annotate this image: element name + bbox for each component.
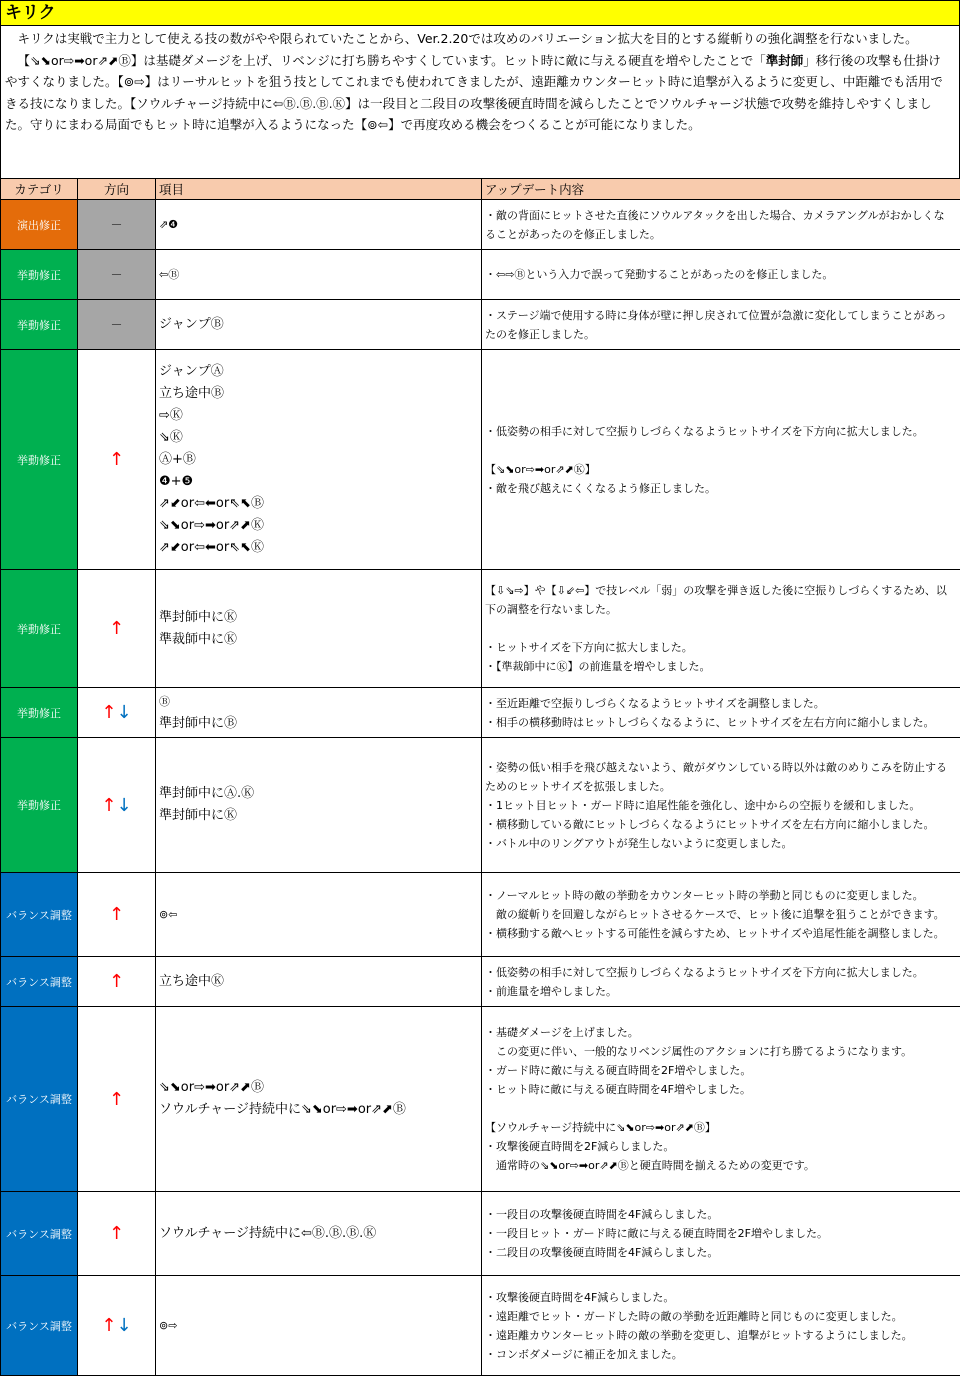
detail-line: ・姿勢の低い相手を飛び越えないよう、敵がダウンしている時以外は敵のめりこみを防止するためのヒットサイズを拡張しました。	[485, 760, 947, 793]
down-arrow-icon: ↓	[116, 1315, 132, 1336]
item-line: 立ち途中Ⓑ	[159, 385, 225, 401]
item-line: ⇘⬊or⇨➡or⇗⬈Ⓚ	[159, 517, 264, 533]
direction-cell	[78, 350, 156, 570]
item-cell	[156, 570, 482, 688]
details-cell	[482, 873, 960, 957]
category-cell: 挙動修正	[1, 738, 78, 873]
category-cell: 演出修正	[1, 200, 78, 250]
down-arrow-icon: ↓	[116, 794, 132, 816]
item-line: ⇗⬋or⇦⬅or⇖⬉Ⓑ	[159, 495, 264, 511]
item-cell	[156, 300, 482, 350]
category-cell: バランス調整	[1, 1192, 78, 1276]
header-direction: 方向	[78, 179, 156, 200]
up-arrow-icon: ↑	[108, 1088, 125, 1110]
detail-line: ・ノーマルヒット時の敵の挙動をカウンターヒット時の挙動と同じものに変更しました。	[485, 889, 924, 902]
up-arrow-icon: ↑	[108, 1223, 125, 1244]
item-line: ソウルチャージ持続中に⇦Ⓑ.Ⓑ.Ⓑ.Ⓚ	[159, 1225, 377, 1241]
up-arrow-icon: ↑	[108, 971, 125, 992]
table-row	[1, 300, 960, 350]
category-cell: バランス調整	[1, 1007, 78, 1192]
item-cell	[156, 200, 482, 250]
detail-line: 【⇩⇘⇨】や【⇩⇙⇦】で技レベル「弱」の攻撃を弾き返した後に空振りしづらくするため、以下の調整を行ないました。	[485, 584, 947, 616]
character-title: キリク	[0, 0, 960, 26]
update-table	[0, 178, 960, 1376]
direction-cell	[78, 957, 156, 1007]
detail-line	[485, 441, 954, 460]
detail-line: ・攻撃後硬直時間を2F減らしました。	[485, 1140, 675, 1153]
item-line: 準裁師中にⓀ	[159, 631, 238, 647]
detail-line: ・一段目の攻撃後硬直時間を4F減らしました。	[485, 1208, 719, 1221]
table-row	[1, 250, 960, 300]
category-cell: 挙動修正	[1, 688, 78, 738]
detail-line	[485, 1099, 954, 1118]
detail-line: ・【準裁師中にⓀ】の前進量を増やしました。	[485, 660, 711, 673]
item-line: ⇘⬊or⇨➡or⇗⬈Ⓑ	[159, 1080, 264, 1095]
details-cell	[482, 738, 960, 873]
item-line: 立ち途中Ⓚ	[159, 973, 225, 989]
intro-paragraph-1: キリクは実戦で主力として使える技の数がやや限られていたことから、Ver.2.20では攻めのバリエーション拡大を目的とする縦斬りの強化調整を行ないました。	[17, 31, 918, 46]
item-line: ソウルチャージ持続中に⇘⬊or⇨➡or⇗⬈Ⓑ	[159, 1102, 406, 1117]
up-arrow-icon: ↑	[108, 904, 125, 925]
item-line: 準封師中にⒷ	[159, 715, 238, 731]
detail-line: 【ソウルチャージ持続中に⇘⬊or⇨➡or⇗⬈Ⓑ】	[485, 1121, 716, 1134]
item-line: ⊚⇦	[159, 907, 178, 921]
item-line: ⊚⇨	[159, 1318, 178, 1332]
item-cell	[156, 250, 482, 300]
detail-line: ・横移動している敵にヒットしづらくなるようにヒットサイズを左右方向に縮小しました。	[485, 817, 935, 831]
table-header-row	[1, 179, 960, 200]
detail-line: ・横移動する敵へヒットする可能性を減らすため、ヒットサイズや追尾性能を調整しました。	[485, 927, 945, 940]
detail-line: ・敵を飛び越えにくくなるよう修正しました。	[485, 481, 716, 495]
details-cell	[482, 1192, 960, 1276]
detail-line: ・相手の横移動時はヒットしづらくなるように、ヒットサイズを左右方向に縮小しました。	[485, 715, 935, 729]
item-line: ⇗❹	[159, 217, 179, 231]
item-cell	[156, 1007, 482, 1192]
item-cell	[156, 738, 482, 873]
table-row	[1, 688, 960, 738]
table-row	[1, 873, 960, 957]
detail-line: ・ヒットサイズを下方向に拡大しました。	[485, 641, 693, 654]
detail-line: ・二段目の攻撃後硬直時間を4F減らしました。	[485, 1246, 719, 1259]
category-cell: 挙動修正	[1, 300, 78, 350]
table-row	[1, 350, 960, 570]
detail-line: ・敵の背面にヒットさせた直後にソウルアタックを出した場合、カメラアングルがおかしくなることがあったのを修正しました。	[485, 208, 945, 241]
table-row	[1, 1192, 960, 1276]
item-line: ジャンプⒷ	[159, 316, 224, 332]
item-line: ⇘Ⓚ	[159, 429, 183, 445]
table-row	[1, 570, 960, 688]
direction-cell	[78, 873, 156, 957]
table-row	[1, 1007, 960, 1192]
table-row	[1, 738, 960, 873]
detail-line: ・低姿勢の相手に対して空振りしづらくなるようヒットサイズを下方向に拡大しました。	[485, 424, 924, 438]
table-row	[1, 957, 960, 1007]
direction-cell	[78, 1192, 156, 1276]
item-line: ⇗⬋or⇦⬅or⇖⬉Ⓚ	[159, 539, 264, 555]
detail-line: ・ヒット時に敵に与える硬直時間を4F増やしました。	[485, 1083, 751, 1096]
category-cell: バランス調整	[1, 1276, 78, 1376]
details-cell	[482, 957, 960, 1007]
direction-cell	[78, 688, 156, 738]
direction-cell	[78, 1276, 156, 1376]
detail-line: ・前進量を増やしました。	[485, 984, 617, 998]
table-row	[1, 200, 960, 250]
header-details: アップデート内容	[482, 179, 960, 200]
details-cell	[482, 350, 960, 570]
direction-cell: －	[78, 300, 156, 350]
item-cell	[156, 688, 482, 738]
details-cell	[482, 1276, 960, 1376]
item-line: Ⓐ+Ⓑ	[159, 451, 196, 467]
detail-line: ・⇦⇨Ⓑという入力で誤って発動することがあったのを修正しました。	[485, 268, 834, 281]
detail-line: ・低姿勢の相手に対して空振りしづらくなるようヒットサイズを下方向に拡大しました。	[485, 965, 924, 979]
item-line: ⇨Ⓚ	[159, 407, 183, 423]
details-cell	[482, 688, 960, 738]
direction-cell	[78, 570, 156, 688]
up-arrow-icon: ↑	[101, 794, 117, 816]
item-cell	[156, 350, 482, 570]
details-cell	[482, 200, 960, 250]
detail-line: 敵の縦斬りを回避しながらヒットさせるケースで、ヒット後に追撃を狙うことができます。	[485, 908, 945, 921]
item-line: 準封師中にⓀ	[159, 609, 238, 625]
details-cell	[482, 250, 960, 300]
item-line: ❹+❺	[159, 473, 194, 489]
detail-line: ・一段目ヒット・ガード時に敵に与える硬直時間を2F増やしました。	[485, 1227, 828, 1240]
detail-line: ・至近距離で空振りしづらくなるようヒットサイズを調整しました。	[485, 696, 825, 710]
table-row	[1, 1276, 960, 1376]
item-cell	[156, 1192, 482, 1276]
item-cell	[156, 1276, 482, 1376]
detail-line: ・コンボダメージに補正を加えました。	[485, 1347, 683, 1361]
up-arrow-icon: ↑	[101, 1315, 117, 1336]
detail-line	[485, 619, 954, 638]
category-cell: 挙動修正	[1, 570, 78, 688]
detail-line: ・遠距離カウンターヒット時の敵の挙動を変更し、追撃がヒットするようにしました。	[485, 1328, 913, 1342]
detail-line: この変更に伴い、一般的なリベンジ属性のアクションに打ち勝てるようになります。	[485, 1045, 913, 1058]
category-cell: 挙動修正	[1, 350, 78, 570]
item-line: 準封師中にⓀ	[159, 808, 238, 823]
item-cell	[156, 957, 482, 1007]
detail-line: ・遠距離でヒット・ガードした時の敵の挙動を近距離時と同じものに変更しました。	[485, 1309, 903, 1323]
item-line: ⇦Ⓑ	[159, 267, 180, 281]
category-cell: バランス調整	[1, 957, 78, 1007]
up-arrow-icon: ↑	[101, 702, 117, 723]
direction-cell: －	[78, 250, 156, 300]
up-arrow-icon: ↑	[108, 449, 125, 470]
category-cell: バランス調整	[1, 873, 78, 957]
intro-paragraph-2: 【⇘⬊or⇨➡or⇗⬈Ⓑ】は基礎ダメージを上げ、リベンジに打ち勝ちやすくしています。ヒット時に敵に与える硬直を増やしたことで「準封師」移行後の攻撃も仕掛けやすくなりました。【⊚⇨】はリーサルヒットを狙う技としてこれまでも使われてきましたが、遠距離カウンターヒット時に追撃が入るように変更し、中距離でも活用できる技になりました。【ソウルチャージ持続中に⇦Ⓑ.Ⓑ.Ⓑ.Ⓚ】は一段目と二段目の攻撃後硬直時間を減らしたことでソウルチャージ状態で攻勢を維持しやすくしました。守りにまわる局面でもヒット時に追撃が入るようになった【⊚⇦】で再度攻める機会をつくることが可能になりました。	[5, 52, 943, 132]
category-cell: 挙動修正	[1, 250, 78, 300]
detail-line: ・バトル中のリングアウトが発生しないように変更しました。	[485, 836, 793, 850]
details-cell	[482, 570, 960, 688]
details-cell	[482, 1007, 960, 1192]
detail-line: ・ステージ端で使用する時に身体が壁に押し戻されて位置が急激に変化してしまうことがあったのを修正しました。	[485, 308, 947, 341]
details-cell	[482, 300, 960, 350]
down-arrow-icon: ↓	[116, 702, 132, 723]
item-line: ジャンプⒶ	[159, 363, 224, 379]
item-line: 準封師中にⒶ.Ⓚ	[159, 786, 255, 801]
header-category: カテゴリ	[1, 179, 78, 200]
direction-cell: －	[78, 200, 156, 250]
detail-line: 【⇘⬊or⇨➡or⇗⬈Ⓚ】	[485, 462, 596, 476]
detail-line: ・ガード時に敵に与える硬直時間を2F増やしました。	[485, 1064, 752, 1077]
detail-line: ・攻撃後硬直時間を4F減らしました。	[485, 1290, 675, 1304]
detail-line: ・1ヒット目ヒット・ガード時に追尾性能を強化し、途中からの空振りを緩和しました。	[485, 798, 921, 812]
up-arrow-icon: ↑	[108, 618, 125, 639]
item-cell	[156, 873, 482, 957]
detail-line: 通常時の⇘⬊or⇨➡or⇗⬈Ⓑと硬直時間を揃えるための変更です。	[485, 1159, 815, 1172]
direction-cell	[78, 1007, 156, 1192]
intro-bold-term: 準封師	[765, 52, 804, 68]
detail-line: ・基礎ダメージを上げました。	[485, 1026, 639, 1039]
header-item: 項目	[156, 179, 482, 200]
item-line: Ⓑ	[159, 694, 170, 708]
intro-text	[0, 26, 960, 178]
direction-cell	[78, 738, 156, 873]
